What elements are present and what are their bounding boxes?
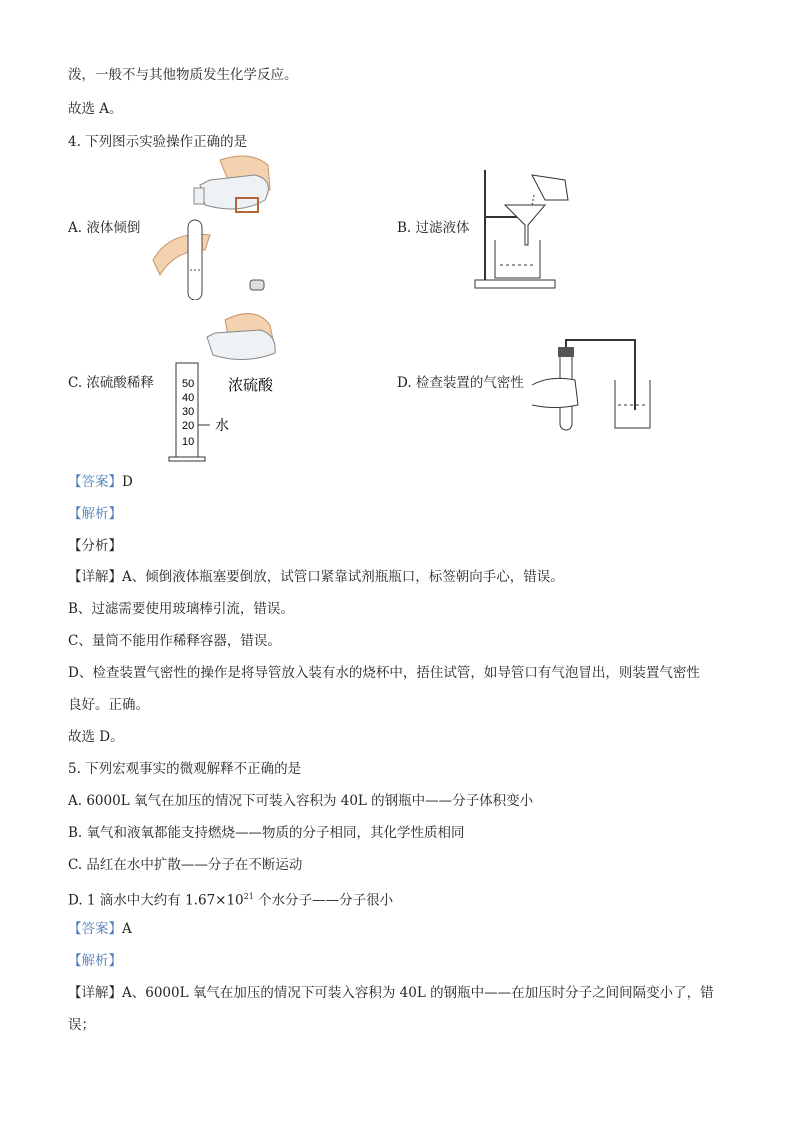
detail-line: 良好。正确。 (68, 697, 149, 713)
analysis-tag: 【解析】 (68, 506, 122, 522)
figure-pouring-liquid (150, 150, 280, 300)
analysis-tag: 【解析】 (68, 953, 122, 969)
detail-text: A、6000L 氧气在加压的情况下可装入容积为 40L 的钢瓶中——在加压时分子之间间隔变小了，错 (122, 985, 714, 1001)
q5-option-d (68, 888, 393, 910)
tick-30: 30 (182, 406, 195, 418)
water-label: 水 (215, 418, 229, 434)
q4-answer (68, 473, 133, 491)
figure-airtightness (530, 335, 660, 435)
detail-tag: 【详解】 (68, 569, 122, 585)
detail-line: C、量筒不能用作稀释容器，错误。 (68, 633, 281, 649)
figure-dilution (165, 305, 295, 465)
question-5-title: 5. 下列宏观事实的微观解释不正确的是 (68, 761, 302, 777)
q5-option-c: C. 品红在水中扩散——分子在不断运动 (68, 857, 303, 873)
q5-d-pre: D. 1 滴水中大约有 1.67×10 (68, 892, 244, 909)
answer-value: D (122, 474, 133, 490)
acid-label: 浓硫酸 (228, 376, 274, 394)
q5-option-a: A. 6000L 氧气在加压的情况下可装入容积为 40L 的钢瓶中——分子体积变小 (68, 793, 534, 809)
q5-option-b: B. 氧气和液氧都能支持燃烧——物质的分子相同，其化学性质相同 (68, 825, 465, 841)
fenxi-tag: 【分析】 (68, 538, 122, 554)
option-b-label: B. 过滤液体 (397, 220, 470, 236)
q5-d-post: 个水分子——分子很小 (253, 892, 394, 909)
q5-d-exponent: 21 (243, 892, 254, 901)
text-line: 故选 A。 (68, 101, 123, 117)
detail-text: A、倾倒液体瓶塞要倒放，试管口紧靠试剂瓶瓶口，标签朝向手心，错误。 (122, 569, 564, 585)
option-a-label: A. 液体倾倒 (68, 220, 141, 236)
detail-tag: 【详解】 (68, 985, 122, 1001)
q5-answer (68, 920, 132, 938)
answer-tag: 【答案】 (68, 921, 122, 937)
detail-line: D、检查装置气密性的操作是将导管放入装有水的烧杯中，捂住试管，如导管口有气泡冒出，则装置气密性 (68, 665, 700, 681)
tick-20: 20 (182, 420, 195, 432)
tick-40: 40 (182, 392, 195, 404)
tick-10: 10 (182, 436, 195, 448)
detail-line (68, 568, 564, 586)
text-line: 泼，一般不与其他物质发生化学反应。 (68, 67, 298, 83)
figure-filtration (470, 165, 580, 290)
detail-line: B、过滤需要使用玻璃棒引流，错误。 (68, 601, 294, 617)
detail-line (68, 984, 714, 1002)
detail-line: 误； (68, 1017, 95, 1033)
answer-tag: 【答案】 (68, 474, 122, 490)
tick-50: 50 (182, 378, 195, 390)
option-d-label: D. 检查装置的气密性 (397, 375, 524, 391)
choose-line: 故选 D。 (68, 729, 124, 745)
answer-value: A (122, 921, 132, 937)
option-c-label: C. 浓硫酸稀释 (68, 375, 154, 391)
question-4-title: 4. 下列图示实验操作正确的是 (68, 134, 248, 150)
